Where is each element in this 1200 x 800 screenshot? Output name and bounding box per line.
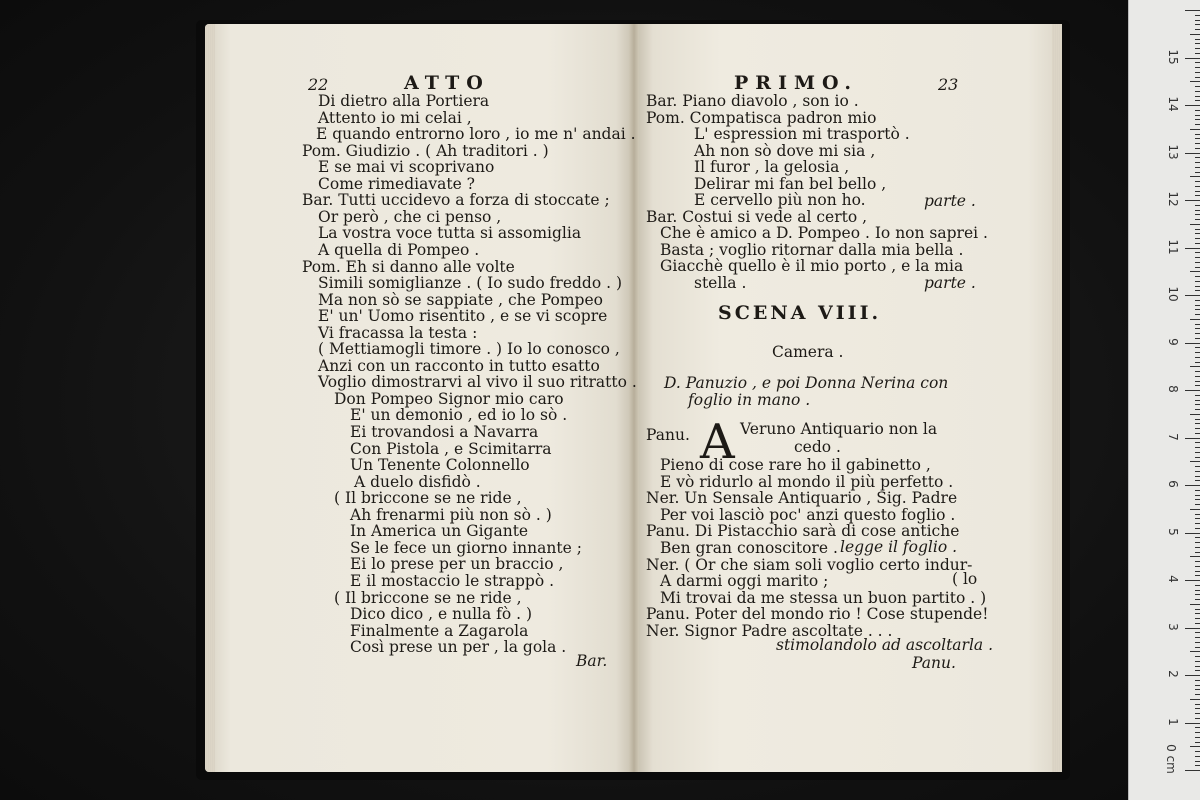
ruler-tick bbox=[1195, 309, 1200, 310]
ruler-tick bbox=[1195, 376, 1200, 377]
left-text-line-9: La vostra voce tutta si assomiglia bbox=[318, 224, 582, 243]
left-text-line-21: Ei trovandosi a Navarra bbox=[350, 423, 539, 441]
ruler-tick bbox=[1195, 53, 1200, 54]
right-catchword: Panu. bbox=[912, 654, 956, 672]
right-text-line-1: Bar. Piano diavolo , son io . bbox=[646, 92, 859, 110]
ruler-tick bbox=[1195, 708, 1200, 709]
ruler-tick bbox=[1195, 404, 1200, 405]
ruler-tick bbox=[1185, 580, 1200, 581]
ruler-tick bbox=[1195, 471, 1200, 472]
right-text-line-11: Giacchè quello è il mio porto , e la mia bbox=[660, 257, 964, 275]
ruler-tick bbox=[1195, 252, 1200, 253]
right-text-line-6: Delirar mi fan bel bello , bbox=[694, 174, 887, 193]
left-text-line-23: Un Tenente Colonnello bbox=[350, 456, 530, 475]
ruler-tick bbox=[1195, 286, 1200, 287]
ruler-tick bbox=[1190, 699, 1200, 700]
ruler-tick bbox=[1195, 328, 1200, 329]
left-text-line-33: Finalmente a Zagarola bbox=[350, 621, 529, 640]
right-text-line-9: Che è amico a D. Pompeo . Io non saprei . bbox=[660, 224, 988, 242]
ruler-tick bbox=[1195, 195, 1200, 196]
ruler-tick bbox=[1195, 262, 1200, 263]
ruler-tick bbox=[1195, 115, 1200, 116]
ruler-tick bbox=[1195, 186, 1200, 187]
left-text-line-11: Pom. Eh si danno alle volte bbox=[302, 257, 515, 276]
ruler-number: 14 bbox=[1166, 96, 1180, 112]
left-text-line-18: Voglio dimostrarvi al vivo il suo ritratto . bbox=[318, 373, 637, 392]
ruler-tick bbox=[1195, 666, 1200, 667]
ruler-tick bbox=[1190, 556, 1200, 557]
ruler-tick bbox=[1195, 571, 1200, 572]
ruler-tick bbox=[1195, 290, 1200, 291]
left-running-head: ATTO bbox=[404, 72, 490, 94]
left-text-line-12: Simili somiglianze . ( Io sudo freddo . ) bbox=[318, 274, 622, 293]
ruler-tick bbox=[1195, 518, 1200, 519]
ruler-tick bbox=[1195, 29, 1200, 30]
right-text-line-b-4: Per voi lasciò poc' anzi questo foglio . bbox=[660, 505, 956, 524]
ruler-tick bbox=[1195, 670, 1200, 671]
speaker-label: Panu. bbox=[646, 426, 690, 444]
ruler-tick bbox=[1195, 100, 1200, 101]
right-text-line-b-1: Pieno di cose rare ho il gabinetto , bbox=[660, 456, 931, 474]
ruler-tick bbox=[1195, 148, 1200, 149]
ruler-tick bbox=[1195, 599, 1200, 600]
ruler-tick bbox=[1195, 119, 1200, 120]
ruler-tick bbox=[1195, 371, 1200, 372]
ruler-tick bbox=[1185, 343, 1200, 344]
ruler-tick bbox=[1190, 271, 1200, 272]
ruler-tick bbox=[1195, 257, 1200, 258]
ruler-tick bbox=[1195, 680, 1200, 681]
right-text-line-5: Il furor , la gelosia , bbox=[694, 158, 850, 176]
left-text-line-2: Attento io mi celai , bbox=[318, 108, 472, 127]
left-text-line-3: E quando entrorno loro , io me n' andai . bbox=[316, 125, 636, 144]
ruler-tick bbox=[1195, 737, 1200, 738]
ruler-tick bbox=[1195, 15, 1200, 16]
left-text-line-6: Come rimediavate ? bbox=[318, 174, 475, 193]
ruler-tick bbox=[1195, 689, 1200, 690]
ruler-number: 4 bbox=[1166, 575, 1180, 583]
ruler-tick bbox=[1195, 338, 1200, 339]
left-text-line-14: E' un' Uomo risentito , e se vi scopre bbox=[318, 307, 608, 326]
ruler-tick bbox=[1195, 191, 1200, 192]
right-page-number: 23 bbox=[938, 75, 959, 94]
ruler-tick bbox=[1195, 324, 1200, 325]
ruler-tick bbox=[1195, 566, 1200, 567]
ruler-tick bbox=[1195, 77, 1200, 78]
right-text-line-b-8: A darmi oggi marito ; bbox=[660, 572, 829, 591]
stage-direction-stimolando: stimolandolo ad ascoltarla . bbox=[776, 636, 994, 654]
scene-title: SCENA VIII. bbox=[718, 302, 882, 324]
ruler-tick bbox=[1195, 761, 1200, 762]
ruler-tick bbox=[1195, 357, 1200, 358]
ruler-tick bbox=[1195, 661, 1200, 662]
ruler-tick bbox=[1195, 385, 1200, 386]
ruler-number: 9 bbox=[1166, 337, 1180, 346]
ruler-tick bbox=[1195, 523, 1200, 524]
ruler-tick bbox=[1195, 110, 1200, 111]
ruler-tick bbox=[1190, 366, 1200, 367]
ruler-tick bbox=[1195, 547, 1200, 548]
ruler-tick bbox=[1195, 352, 1200, 353]
ruler-tick bbox=[1185, 295, 1200, 296]
ruler-tick bbox=[1195, 528, 1200, 529]
ruler-tick bbox=[1195, 433, 1200, 434]
left-text-line-15: Vi fracassa la testa : bbox=[318, 323, 478, 342]
right-page-edges bbox=[1052, 24, 1062, 772]
ruler-tick bbox=[1185, 485, 1200, 486]
ruler-tick bbox=[1195, 499, 1200, 500]
ruler-tick bbox=[1195, 514, 1200, 515]
left-text-line-29: Ei lo prese per un braccio , bbox=[350, 555, 564, 574]
left-page-number: 22 bbox=[308, 75, 329, 94]
ruler-tick bbox=[1195, 732, 1200, 733]
left-text-line-19: Don Pompeo Signor mio caro bbox=[334, 389, 564, 408]
ruler-tick bbox=[1195, 504, 1200, 505]
right-text-line-7: E cervello più non ho. bbox=[694, 191, 866, 209]
left-text-line-25: ( Il briccone se ne ride , bbox=[334, 489, 522, 508]
ruler-tick bbox=[1185, 153, 1200, 154]
ruler-tick bbox=[1195, 466, 1200, 467]
ruler-tick bbox=[1195, 43, 1200, 44]
ruler-number: 6 bbox=[1166, 480, 1180, 488]
left-text-line-17: Anzi con un racconto in tutto esatto bbox=[318, 356, 600, 375]
ruler-tick bbox=[1195, 20, 1200, 21]
ruler-tick bbox=[1190, 461, 1200, 462]
stage-direction-legge: legge il foglio . bbox=[840, 538, 958, 556]
ruler-tick bbox=[1195, 447, 1200, 448]
right-text-line-3: L' espression mi trasportò . bbox=[694, 125, 910, 143]
right-running-head: PRIMO. bbox=[734, 72, 859, 94]
ruler-tick bbox=[1195, 138, 1200, 139]
left-text-line-22: Con Pistola , e Scimitarra bbox=[350, 439, 552, 458]
ruler-number: 7 bbox=[1166, 432, 1180, 441]
ruler-tick bbox=[1195, 305, 1200, 306]
left-text-line-34: Così prese un per , la gola . bbox=[350, 638, 567, 657]
ruler-tick bbox=[1195, 476, 1200, 477]
right-text-line-b-7: Ner. ( Or che siam soli voglio certo indur- bbox=[646, 555, 973, 574]
ruler-tick bbox=[1195, 613, 1200, 614]
left-text-line-1: Di dietro alla Portiera bbox=[318, 92, 490, 110]
ruler-tick bbox=[1195, 647, 1200, 648]
ruler-tick bbox=[1195, 96, 1200, 97]
ruler-tick bbox=[1195, 181, 1200, 182]
ruler-tick bbox=[1195, 756, 1200, 757]
scene-location: Camera . bbox=[772, 343, 844, 361]
ruler-number: 2 bbox=[1166, 670, 1180, 678]
right-text-line-10: Basta ; voglio ritornar dalla mia bella . bbox=[660, 240, 964, 259]
ruler-tick bbox=[1195, 656, 1200, 657]
left-text-line-16: ( Mettiamogli timore . ) Io lo conosco , bbox=[318, 340, 620, 359]
ruler-tick bbox=[1195, 718, 1200, 719]
left-text-line-32: Dico dico , e nulla fò . ) bbox=[350, 605, 533, 624]
ruler-tick bbox=[1195, 400, 1200, 401]
ruler-number: 3 bbox=[1166, 622, 1180, 631]
ruler-tick bbox=[1185, 438, 1200, 439]
right-text-line-b-3: Ner. Un Sensale Antiquario , Sig. Padre bbox=[646, 489, 958, 508]
ruler-tick bbox=[1195, 713, 1200, 714]
ruler-tick bbox=[1195, 419, 1200, 420]
ruler-tick bbox=[1195, 205, 1200, 206]
ruler-tick bbox=[1195, 243, 1200, 244]
ruler-tick bbox=[1190, 224, 1200, 225]
ruler-tick bbox=[1195, 162, 1200, 163]
left-text-line-5: E se mai vi scoprivano bbox=[318, 158, 495, 177]
ruler-tick bbox=[1195, 609, 1200, 610]
ruler-tick bbox=[1190, 651, 1200, 652]
ruler-tick bbox=[1195, 333, 1200, 334]
left-text-line-26: Ah frenarmi più non sò . ) bbox=[350, 505, 552, 524]
right-text-line-b-9: Mi trovai da me stessa un buon partito . ) bbox=[660, 588, 987, 607]
ruler-tick bbox=[1195, 561, 1200, 562]
ruler-tick bbox=[1190, 81, 1200, 82]
ruler-tick bbox=[1195, 765, 1200, 766]
ruler-tick bbox=[1195, 642, 1200, 643]
left-text-line-10: A quella di Pompeo . bbox=[318, 240, 480, 259]
ruler-tick bbox=[1195, 24, 1200, 25]
ruler-tick bbox=[1195, 72, 1200, 73]
ruler-tick bbox=[1185, 390, 1200, 391]
right-text-line-b-10: Panu. Poter del mondo rio ! Cose stupende! bbox=[646, 605, 989, 624]
ruler-tick bbox=[1195, 618, 1200, 619]
stage-direction-parte: parte . bbox=[924, 192, 976, 210]
ruler-tick bbox=[1195, 86, 1200, 87]
ruler-tick bbox=[1195, 490, 1200, 491]
ruler-number: 15 bbox=[1166, 48, 1180, 65]
right-text-line-b-5: Panu. Di Pistacchio sarà di cose antiche bbox=[646, 522, 960, 541]
ruler-tick bbox=[1195, 495, 1200, 496]
ruler-tick bbox=[1195, 585, 1200, 586]
left-text-line-24: A duelo disfidò . bbox=[354, 472, 481, 491]
ruler-tick bbox=[1195, 172, 1200, 173]
ruler-tick bbox=[1185, 248, 1200, 249]
left-text-line-20: E' un demonio , ed io lo sò . bbox=[350, 406, 568, 425]
first-line: Veruno Antiquario non la bbox=[740, 420, 938, 438]
ruler-number: 11 bbox=[1166, 238, 1180, 255]
ruler-tick bbox=[1195, 214, 1200, 215]
ruler-tick bbox=[1190, 509, 1200, 510]
ruler-tick bbox=[1195, 552, 1200, 553]
right-text-line-4: Ah non sò dove mi sia , bbox=[694, 141, 876, 160]
ruler-tick bbox=[1185, 10, 1200, 11]
ruler-tick bbox=[1195, 281, 1200, 282]
ruler-number: 13 bbox=[1166, 143, 1180, 160]
measuring-ruler bbox=[1128, 0, 1200, 800]
ruler-tick bbox=[1190, 129, 1200, 130]
first-line-continuation: cedo . bbox=[794, 438, 841, 456]
right-text-line-2: Pom. Compatisca padron mio bbox=[646, 108, 877, 127]
ruler-tick bbox=[1195, 91, 1200, 92]
left-text-line-28: Se le fece un giorno innante ; bbox=[350, 538, 582, 557]
ruler-tick bbox=[1185, 105, 1200, 106]
ruler-tick bbox=[1195, 409, 1200, 410]
ruler-number: 12 bbox=[1166, 191, 1180, 207]
ruler-tick bbox=[1195, 457, 1200, 458]
ruler-tick bbox=[1195, 623, 1200, 624]
ruler-tick bbox=[1195, 238, 1200, 239]
ruler-tick bbox=[1195, 210, 1200, 211]
ruler-tick bbox=[1195, 428, 1200, 429]
ruler-tick bbox=[1195, 480, 1200, 481]
ruler-tick bbox=[1185, 628, 1200, 629]
ruler-tick bbox=[1195, 39, 1200, 40]
ruler-tick bbox=[1185, 533, 1200, 534]
characters-line-2: foglio in mano . bbox=[688, 391, 811, 409]
left-catchword: Bar. bbox=[576, 652, 608, 670]
ruler-tick bbox=[1195, 267, 1200, 268]
ruler-tick bbox=[1195, 727, 1200, 728]
ruler-tick bbox=[1190, 34, 1200, 35]
ruler-number: 8 bbox=[1166, 385, 1180, 393]
right-text-line-b-11: Ner. Signor Padre ascoltate . . . bbox=[646, 622, 893, 640]
ruler-tick bbox=[1195, 62, 1200, 63]
stage-direction-lo: ( lo bbox=[952, 570, 978, 588]
ruler-tick bbox=[1185, 58, 1200, 59]
right-text-line-8: Bar. Costui si vede al certo , bbox=[646, 207, 868, 226]
ruler-tick bbox=[1195, 395, 1200, 396]
ruler-tick bbox=[1195, 685, 1200, 686]
ruler-tick bbox=[1190, 746, 1200, 747]
ruler-tick bbox=[1195, 233, 1200, 234]
left-text-line-13: Ma non sò se sappiate , che Pompeo bbox=[318, 290, 603, 309]
ruler-tick bbox=[1195, 423, 1200, 424]
ruler-tick bbox=[1195, 48, 1200, 49]
ruler-tick bbox=[1195, 704, 1200, 705]
ruler-tick bbox=[1195, 143, 1200, 144]
ruler-tick bbox=[1195, 575, 1200, 576]
left-text-line-8: Or però , che ci penso , bbox=[318, 207, 502, 226]
ruler-number: 10 bbox=[1166, 286, 1180, 302]
ruler-tick bbox=[1185, 200, 1200, 201]
ruler-tick bbox=[1195, 124, 1200, 125]
stage-direction-parte: parte . bbox=[924, 274, 976, 292]
ruler-tick bbox=[1195, 632, 1200, 633]
ruler-tick bbox=[1195, 157, 1200, 158]
right-text-line-b-6: Ben gran conoscitore . bbox=[660, 539, 838, 557]
right-text-line-b-2: E vò ridurlo al mondo il più perfetto . bbox=[660, 472, 954, 491]
ruler-tick bbox=[1195, 542, 1200, 543]
ruler-tick bbox=[1195, 276, 1200, 277]
left-text-line-30: E il mostaccio le strappò . bbox=[350, 571, 555, 590]
right-text-line-12: stella . bbox=[694, 273, 747, 292]
ruler-tick bbox=[1195, 167, 1200, 168]
ruler-tick bbox=[1195, 751, 1200, 752]
ruler-tick bbox=[1195, 67, 1200, 68]
ruler-tick bbox=[1195, 594, 1200, 595]
left-text-line-27: In America un Gigante bbox=[350, 522, 529, 541]
drop-cap: A bbox=[700, 414, 735, 470]
ruler-tick bbox=[1195, 637, 1200, 638]
ruler-unit-label: 0 cm bbox=[1163, 744, 1178, 774]
ruler-tick bbox=[1190, 319, 1200, 320]
left-text-line-7: Bar. Tutti uccidevo a forza di stoccate ; bbox=[302, 191, 610, 210]
ruler-tick bbox=[1195, 742, 1200, 743]
ruler-tick bbox=[1195, 219, 1200, 220]
ruler-number: 1 bbox=[1166, 717, 1180, 726]
ruler-tick bbox=[1190, 414, 1200, 415]
left-text-line-4: Pom. Giudizio . ( Ah traditori . ) bbox=[302, 141, 549, 160]
ruler-tick bbox=[1195, 314, 1200, 315]
ruler-number: 5 bbox=[1166, 527, 1180, 536]
ruler-tick bbox=[1195, 300, 1200, 301]
ruler-tick bbox=[1190, 176, 1200, 177]
ruler-tick bbox=[1195, 134, 1200, 135]
ruler-tick bbox=[1195, 362, 1200, 363]
ruler-tick bbox=[1185, 770, 1200, 771]
ruler-tick bbox=[1195, 229, 1200, 230]
ruler-tick bbox=[1195, 347, 1200, 348]
ruler-tick bbox=[1195, 590, 1200, 591]
left-page-edges bbox=[205, 24, 215, 772]
characters-line-1: D. Panuzio , e poi Donna Nerina con bbox=[664, 374, 949, 392]
ruler-tick bbox=[1195, 537, 1200, 538]
ruler-tick bbox=[1195, 442, 1200, 443]
left-text-line-31: ( Il briccone se ne ride , bbox=[334, 588, 522, 607]
ruler-tick bbox=[1195, 381, 1200, 382]
ruler-tick bbox=[1190, 604, 1200, 605]
ruler-tick bbox=[1185, 723, 1200, 724]
ruler-tick bbox=[1185, 675, 1200, 676]
ruler-tick bbox=[1195, 694, 1200, 695]
ruler-tick bbox=[1195, 452, 1200, 453]
